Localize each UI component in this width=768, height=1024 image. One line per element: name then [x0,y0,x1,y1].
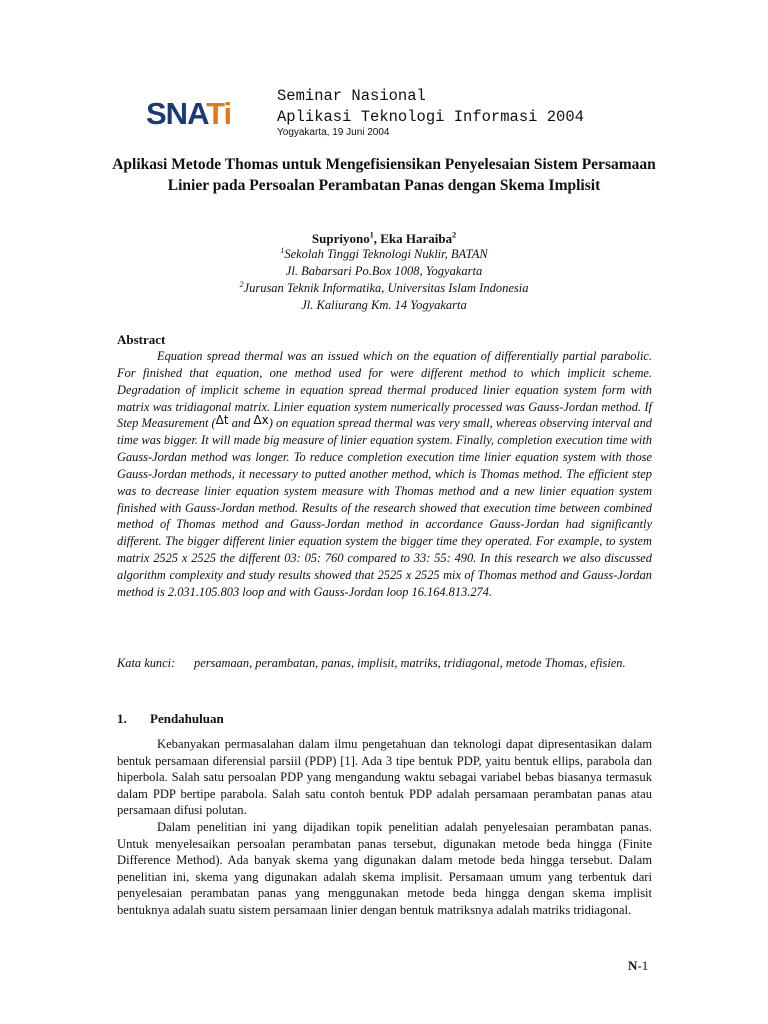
logo-main-text: SNA [146,96,207,131]
affiliation-sup: 2 [239,279,244,289]
author-1: Supriyono [311,231,370,246]
abstract-heading: Abstract [117,332,166,347]
affiliation-text: Jl. Babarsari Po.Box 1008, Yogyakarta [285,264,483,278]
keywords-label: Kata kunci: [117,656,176,670]
venue-date: Yogyakarta, 19 Juni 2004 [277,127,390,138]
abstract-text-part-2: ) on equation spread thermal was very small, whereas observing interval and time was bigger. It will made big measure of linier equation system. Finally, completion execution time with Gauss-Jordan method was longer. To reduce completion execution time linier equation system with those Gauss-Jordan methods, it necessary to putted another method, which is Thomas method. The efficient step was to decrease linier equation system measure with Thomas method and a new linier equation system finished with Gauss-Jordan method. Results of the research showed that execution time between combined method of Thomas method and Gauss-Jordan method in accordance Gauss-Jordan had significantly different. The bigger different linier equation system the bigger time they operated. For example, to system matrix 2525 x 2525 the different 03: 05: 760 compared to 33: 55: 490. In this research we also discussed algorithm complexity and study results showed that 2525 x 2525 mix of Thomas method and Gauss-Jordan method is 2.031.105.803 loop and with Gauss-Jordan loop 16.164.813.274. [117,416,653,599]
author-2-sup: 2 [452,230,457,240]
abstract-and-word: and [228,416,254,431]
paper-title: Aplikasi Metode Thomas untuk Mengefisiensikan Penyelesaian Sistem Persamaan Linier pada Persoalan Perambatan Panas dengan Skema Implisit [112,156,656,194]
affiliation-text: Sekolah Tinggi Teknologi Nuklir, BATAN [284,247,488,261]
page-number-prefix: N [628,958,638,973]
author-2: Eka Haraiba [380,231,453,246]
body-paragraph: Kebanyakan permasalahan dalam ilmu pengetahuan dan teknologi dapat dipresentasikan dalam bentuk persamaan diferensial parsiil (PDP) [1]. Ada 3 tipe bentuk PDP, yaitu bentuk ellips, parabola dan hiperbola. Salah satu persoalan PDP yang mengandung waktu sebagai variabel bebas biasanya termasuk dalam PDP bertipe parabola. Salah satu contoh bentuk PDP adalah persamaan perambatan panas atau persamaan difusi polutan. [117,737,652,818]
author-separator: , [373,231,381,246]
author-1-sup: 1 [369,230,374,240]
logo-accent-text: Ti [206,96,232,131]
body-paragraph: Dalam penelitian ini yang dijadikan topik penelitian adalah penyelesaian perambatan panas. Untuk menyelesaikan persoalan perambatan panas tersebut, digunakan metode beda hingga (Finite Difference Method). Ada banyak skema yang digunakan dalam metode beda hingga tersebut. Dalam penelitian ini, skema yang digunakan adalah skema implisit. Persamaan umum yang terbentuk dari penyelesaian perambatan panas yang menggunakan metode beda hingga dengan skema implisit bentuknya adalah suatu sistem persamaan linier dengan bentuk matriksnya adalah matriks tridiagonal. [117,819,652,917]
affiliation-line [100,263,668,280]
author-line [100,230,668,247]
affiliation-line [100,246,668,263]
section-title: Pendahuluan [150,711,224,726]
affiliation-text: Jl. Kaliurang Km. 14 Yogyakarta [301,298,467,312]
seminar-heading [277,86,584,128]
abstract-body [117,348,652,601]
delta-t-symbol: Δt [215,413,229,428]
page-number-suffix: -1 [637,958,649,973]
affiliation-sup: 1 [280,245,285,255]
snati-logo [146,98,231,129]
affiliation-text: Jurusan Teknik Informatika, Universitas Islam Indonesia [243,281,529,295]
seminar-line-1: Seminar Nasional [277,87,426,105]
section-number: 1. [117,711,127,726]
affiliation-line [100,297,668,314]
seminar-line-2: Aplikasi Teknologi Informasi 2004 [277,108,584,126]
delta-x-symbol: Δx [253,413,269,428]
affiliation-line [100,280,668,297]
affiliations [100,246,668,314]
abstract-text-part-1: Equation spread thermal was an issued which on the equation of differentially partial parabolic. For finished that equation, one method used for were different method to which implicit scheme. Degradation of implicit scheme in equation spread thermal produced linier equation system form with matrix was tridiagonal matrix. Linier equation system numerically processed was Gauss-Jordan method. If Step Measurement ( [117,349,652,431]
keywords-text: persamaan, perambatan, panas, implisit, matriks, tridiagonal, metode Thomas, efisien. [194,656,626,670]
page-number [628,958,648,974]
section-body [117,736,652,919]
